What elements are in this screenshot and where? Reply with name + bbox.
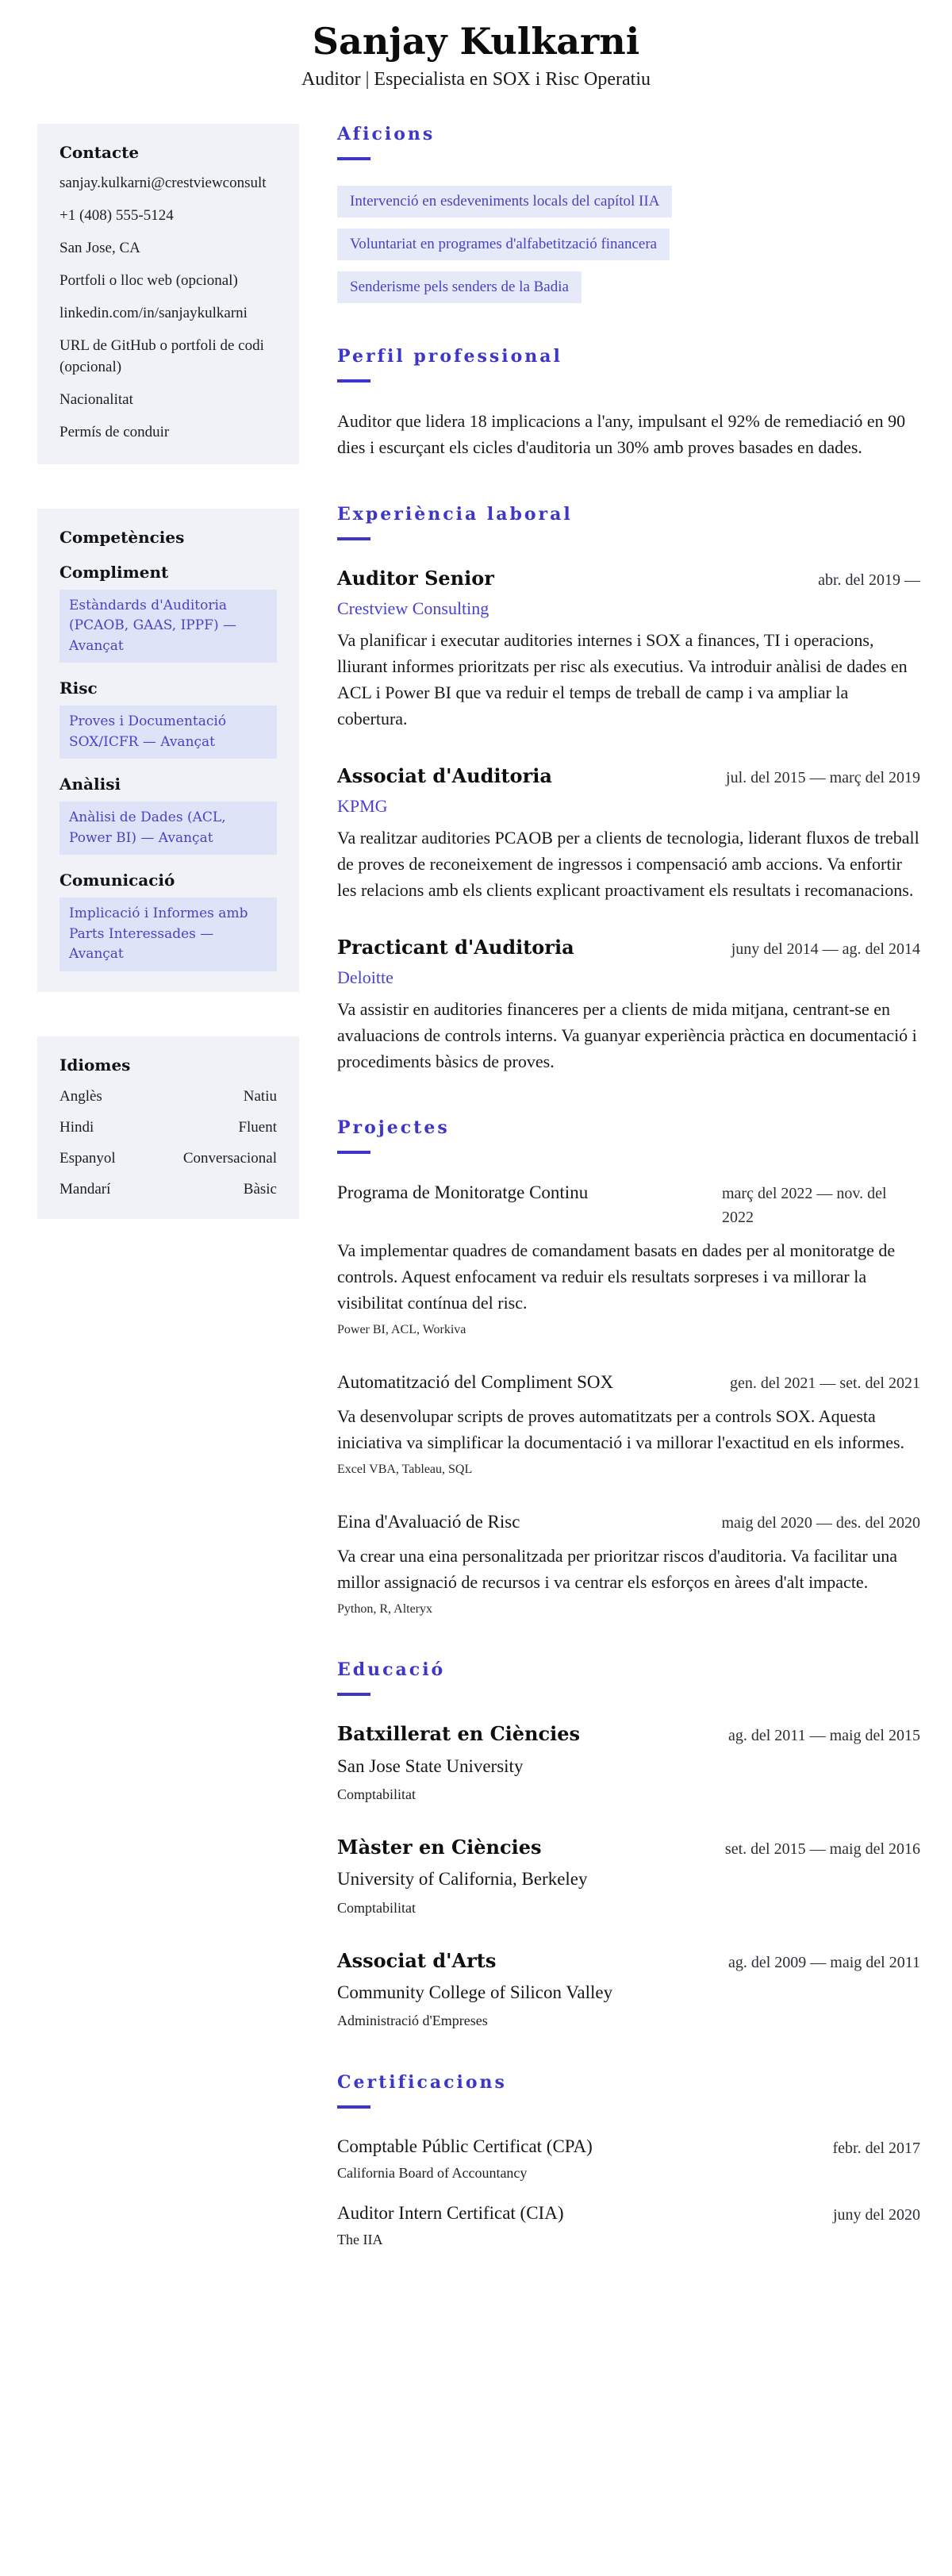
certification-entry-header	[337, 2201, 920, 2248]
certification-name: Comptable Públic Certificat (CPA)	[337, 2136, 593, 2157]
certification-issuer: The IIA	[337, 2232, 383, 2248]
job-description: Va realitzar auditories PCAOB per a clients de tecnologia, liderant fluxos de treball de proves de reconeixement de ingressos i compensació amb accions. Va enfortir les relacions amb els clients explicant proactivament els resultats i recomanacions.	[337, 827, 919, 900]
profile-section	[337, 346, 920, 461]
education-entry-left	[337, 1948, 612, 2030]
candidate-headline: Auditor | Especialista en SOX i Risc Operatiu	[301, 68, 651, 90]
job-dates: abr. del 2019 —	[818, 571, 920, 589]
hobby-pill: Voluntariat en programes d'alfabetització financera	[337, 229, 670, 260]
language-name: Hindi	[60, 1118, 94, 1136]
project-title: Programa de Monitoratge Continu	[337, 1182, 589, 1202]
skills-title: Competències	[60, 527, 185, 547]
skill-tag: Anàlisi de Dades (ACL, Power BI) — Avançat	[60, 802, 277, 855]
hobbies-title: Aficions	[337, 123, 436, 144]
skill-category: Anàlisi	[60, 775, 121, 794]
experience-entry-header	[337, 566, 920, 592]
candidate-name: Sanjay Kulkarni	[312, 20, 640, 63]
education-section	[337, 1659, 920, 2029]
project-entry-header	[337, 1179, 920, 1229]
project-entry	[337, 1179, 920, 1337]
field-of-study: Administració d'Empreses	[337, 2013, 488, 2029]
degree-name: Batxillerat en Ciències	[337, 1722, 581, 1746]
experience-entry	[337, 763, 920, 903]
job-title: Practicant d'Auditoria	[337, 935, 574, 959]
languages-title: Idiomes	[60, 1055, 131, 1075]
certification-date: febr. del 2017	[832, 2140, 920, 2158]
language-row	[60, 1119, 277, 1136]
contact-section	[37, 124, 299, 464]
profile-text: Auditor que lidera 18 implicacions a l'any, impulsant el 92% de remediació en 90 dies i escurçant els cicles d'auditoria un 30% amb proves basades en dades.	[337, 410, 906, 458]
language-name: Espanyol	[60, 1149, 116, 1167]
section-rule	[337, 379, 370, 383]
education-title: Educació	[337, 1659, 446, 1681]
project-tools: Power BI, ACL, Workiva	[337, 1322, 466, 1336]
project-description: Va crear una eina personalitzada per prioritzar riscos d'auditoria. Va facilitar una millor assignació de recursos i va centrar els esforços en àrees d'alt impacte.	[337, 1546, 898, 1593]
language-row	[60, 1088, 277, 1105]
projects-section	[337, 1117, 920, 1617]
company-name: Crestview Consulting	[337, 598, 489, 618]
education-dates: set. del 2015 — maig del 2016	[724, 1840, 920, 1858]
certifications-section	[337, 2072, 920, 2248]
contact-location: San Jose, CA	[60, 239, 140, 256]
skill-tag: Proves i Documentació SOX/ICFR — Avançat	[60, 706, 277, 759]
experience-entry	[337, 566, 920, 732]
hobby-pill: Intervenció en esdeveniments locals del capítol IIA	[337, 186, 672, 217]
education-entry-left	[337, 1835, 588, 1917]
contact-email: sanjay.kulkarni@crestviewconsult	[60, 174, 267, 191]
experience-entry-header	[337, 763, 920, 790]
language-name: Anglès	[60, 1087, 102, 1105]
certification-name: Auditor Intern Certificat (CIA)	[337, 2203, 564, 2224]
education-entry-header	[337, 1721, 920, 1803]
education-dates: ag. del 2009 — maig del 2011	[728, 1953, 920, 1971]
skill-tag: Estàndards d'Auditoria (PCAOB, GAAS, IPPF) — Avançat	[60, 590, 277, 663]
certification-entry	[337, 2201, 920, 2248]
language-name: Mandarí	[60, 1180, 111, 1198]
job-dates: juny del 2014 — ag. del 2014	[731, 940, 920, 958]
project-entry-header	[337, 1369, 920, 1395]
company-name: Deloitte	[337, 967, 393, 987]
resume-body	[0, 124, 952, 2292]
project-tools: Python, R, Alteryx	[337, 1602, 433, 1617]
education-entry-left	[337, 1721, 580, 1803]
project-title: Eina d'Avaluació de Risc	[337, 1512, 520, 1532]
school-name: San Jose State University	[337, 1755, 524, 1776]
education-entry	[337, 1835, 920, 1917]
project-entry	[337, 1369, 920, 1477]
language-level: Bàsic	[243, 1180, 277, 1198]
project-dates: gen. del 2021 — set. del 2021	[730, 1374, 920, 1392]
skill-category: Compliment	[60, 562, 169, 582]
contact-title: Contacte	[60, 142, 140, 162]
certification-date: juny del 2020	[833, 2206, 920, 2224]
education-entry-header	[337, 1948, 920, 2030]
certification-entry-left	[337, 2134, 593, 2182]
project-description: Va implementar quadres de comandament basats en dades per al monitoratge de controls. Aquest enfocament va reduir els resultats sorpreses i va millorar la visibilitat contínua del risc.	[337, 1240, 896, 1313]
skill-category: Comunicació	[60, 871, 175, 890]
projects-title: Projectes	[337, 1117, 450, 1138]
education-dates: ag. del 2011 — maig del 2015	[728, 1727, 920, 1745]
language-level: Fluent	[238, 1118, 277, 1136]
section-rule	[337, 1693, 370, 1696]
education-entry	[337, 1948, 920, 2030]
company-name: KPMG	[337, 795, 388, 816]
main-column	[337, 124, 920, 2292]
job-title: Auditor Senior	[337, 566, 494, 590]
degree-name: Màster en Ciències	[337, 1835, 542, 1859]
skills-section	[37, 509, 299, 992]
section-rule	[337, 2105, 370, 2109]
experience-entry-header	[337, 935, 920, 961]
job-description: Va assistir en auditories financeres per a clients de mida mitjana, centrant-se en avaluacions de controls interns. Va guanyar experiència pràctica en documentació i procediments bàsics de proves.	[337, 998, 917, 1071]
language-level: Conversacional	[182, 1149, 277, 1167]
language-level: Natiu	[243, 1087, 277, 1105]
contact-phone: +1 (408) 555-5124	[60, 206, 174, 224]
degree-name: Associat d'Arts	[337, 1948, 497, 1972]
job-dates: jul. del 2015 — març del 2019	[726, 768, 920, 786]
contact-website-placeholder: Portfoli o lloc web (opcional)	[60, 271, 238, 289]
project-tools: Excel VBA, Tableau, SQL	[337, 1463, 473, 1477]
job-title: Associat d'Auditoria	[337, 763, 552, 787]
languages-section	[37, 1036, 299, 1219]
hobby-pill: Senderisme pels senders de la Badia	[337, 271, 582, 303]
resume-header	[0, 21, 952, 90]
language-row	[60, 1150, 277, 1167]
language-row	[60, 1181, 277, 1198]
section-rule	[337, 157, 370, 160]
contact-linkedin: linkedin.com/in/sanjaykulkarni	[60, 304, 248, 321]
skill-category: Risc	[60, 679, 98, 698]
certifications-title: Certificacions	[337, 2072, 507, 2093]
field-of-study: Comptabilitat	[337, 1786, 416, 1802]
experience-section	[337, 504, 920, 1075]
project-dates: maig del 2020 — des. del 2020	[721, 1514, 920, 1532]
hobbies-section	[337, 124, 920, 303]
project-title: Automatització del Compliment SOX	[337, 1371, 614, 1392]
certification-entry-header	[337, 2134, 920, 2182]
school-name: Community College of Silicon Valley	[337, 1982, 613, 2002]
contact-driving-license-placeholder: Permís de conduir	[60, 423, 170, 440]
certification-issuer: California Board of Accountancy	[337, 2165, 528, 2182]
contact-github-placeholder: URL de GitHub o portfoli de codi (opcional)	[60, 336, 264, 375]
skill-tag: Implicació i Informes amb Parts Interessades — Avançat	[60, 898, 277, 971]
school-name: University of California, Berkeley	[337, 1869, 588, 1890]
experience-entry	[337, 935, 920, 1075]
project-entry-header	[337, 1509, 920, 1535]
contact-nationality-placeholder: Nacionalitat	[60, 390, 133, 408]
education-entry-header	[337, 1835, 920, 1917]
section-rule	[337, 1151, 370, 1154]
certification-entry-left	[337, 2201, 564, 2248]
project-description: Va desenvolupar scripts de proves automatitzats per a controls SOX. Aquesta iniciativa va simplificar la documentació i va millorar l'exactitud en els informes.	[337, 1406, 905, 1453]
project-entry	[337, 1509, 920, 1617]
education-entry	[337, 1721, 920, 1803]
profile-title: Perfil professional	[337, 345, 562, 367]
sidebar	[37, 124, 299, 1263]
job-description: Va planificar i executar auditories internes i SOX a finances, TI i operacions, lliurant informes prioritzats per risc als executius. Va introduir anàlisi de dades en ACL i Power BI que va reduir el temps de treball de camp i va ampliar la cobertura.	[337, 629, 908, 729]
section-rule	[337, 537, 370, 540]
certification-entry	[337, 2134, 920, 2182]
field-of-study: Comptabilitat	[337, 1899, 416, 1916]
experience-title: Experiència laboral	[337, 503, 573, 525]
project-dates: març del 2022 — nov. del 2022	[722, 1184, 887, 1226]
